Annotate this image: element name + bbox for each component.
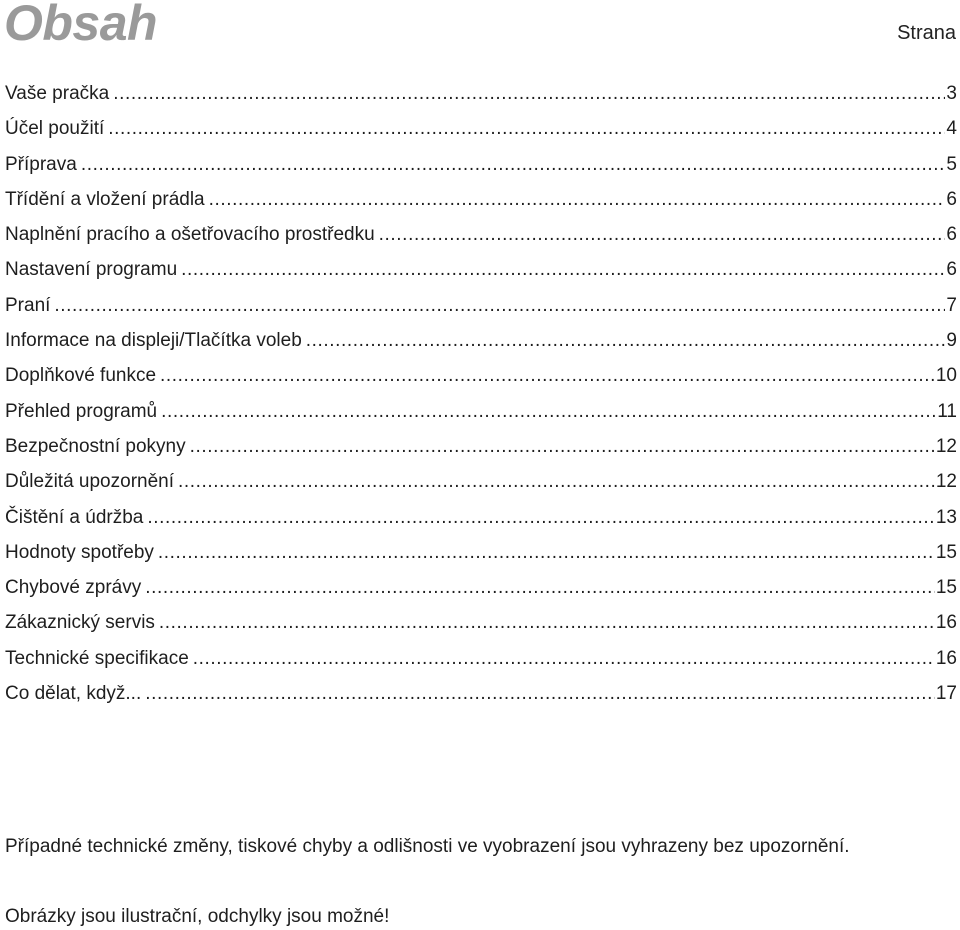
dot-leader bbox=[379, 224, 946, 246]
toc-entry-label: Chybové zprávy bbox=[5, 577, 142, 599]
toc-entry-page-number: 12 bbox=[935, 435, 957, 457]
dot-leader bbox=[113, 83, 945, 105]
toc-entry-page-number: 7 bbox=[946, 294, 957, 316]
toc-entry-label: Přehled programů bbox=[5, 400, 158, 422]
toc-entry[interactable] bbox=[5, 295, 957, 330]
toc-entry-label: Důležitá upozornění bbox=[5, 471, 174, 493]
toc-entry-label: Třídění a vložení prádla bbox=[5, 188, 205, 210]
dot-leader bbox=[209, 189, 946, 211]
dot-leader bbox=[145, 577, 935, 599]
page-column-label: Strana bbox=[897, 22, 956, 44]
toc-entry[interactable] bbox=[5, 259, 957, 294]
toc-entry[interactable] bbox=[5, 118, 957, 153]
toc-entry-label: Doplňkové funkce bbox=[5, 365, 157, 387]
toc-entry-label: Příprava bbox=[5, 153, 77, 175]
toc-entry-page-number: 16 bbox=[935, 612, 957, 634]
dot-leader bbox=[147, 507, 935, 529]
toc-entry-page-number: 4 bbox=[946, 118, 957, 140]
toc-entry-label: Co dělat, když... bbox=[5, 683, 142, 705]
dot-leader bbox=[190, 436, 935, 458]
toc-entry-page-number: 6 bbox=[946, 188, 957, 210]
toc-entry-page-number: 12 bbox=[935, 471, 957, 493]
toc-entry[interactable] bbox=[5, 471, 957, 506]
dot-leader bbox=[306, 330, 946, 352]
toc-entry-label: Čištění a údržba bbox=[5, 506, 144, 528]
dot-leader bbox=[108, 118, 945, 140]
images-disclaimer: Obrázky jsou ilustrační, odchylky jsou možné! bbox=[5, 906, 390, 927]
dot-leader bbox=[158, 542, 935, 564]
dot-leader bbox=[54, 295, 945, 317]
dot-leader bbox=[145, 683, 935, 705]
toc-entry-page-number: 5 bbox=[946, 153, 957, 175]
toc-entry[interactable] bbox=[5, 683, 957, 718]
toc-entry-page-number: 3 bbox=[946, 83, 957, 104]
toc-entry[interactable] bbox=[5, 189, 957, 224]
toc-entry[interactable] bbox=[5, 507, 957, 542]
toc-entry-page-number: 16 bbox=[935, 647, 957, 669]
toc-entry-label: Hodnoty spotřeby bbox=[5, 541, 154, 563]
table-of-contents bbox=[5, 83, 957, 718]
dot-leader bbox=[178, 471, 935, 493]
toc-entry-page-number: 15 bbox=[935, 577, 957, 599]
toc-entry-label: Účel použití bbox=[5, 118, 105, 140]
toc-entry[interactable] bbox=[5, 330, 957, 365]
toc-entry[interactable] bbox=[5, 577, 957, 612]
dot-leader bbox=[193, 648, 935, 670]
toc-entry-page-number: 11 bbox=[937, 400, 957, 422]
toc-entry[interactable] bbox=[5, 612, 957, 647]
dot-leader bbox=[161, 401, 936, 423]
changes-disclaimer: Případné technické změny, tiskové chyby a odlišnosti ve vyobrazení jsou vyhrazeny bez upozornění. bbox=[5, 836, 850, 857]
toc-entry[interactable] bbox=[5, 436, 957, 471]
toc-entry-page-number: 9 bbox=[946, 330, 957, 352]
toc-entry-label: Technické specifikace bbox=[5, 647, 189, 669]
toc-entry-label: Bezpečnostní pokyny bbox=[5, 435, 186, 457]
dot-leader bbox=[160, 365, 935, 387]
toc-entry-label: Vaše pračka bbox=[5, 83, 110, 104]
toc-entry-label: Zákaznický servis bbox=[5, 612, 155, 634]
toc-entry-page-number: 6 bbox=[946, 259, 957, 281]
toc-entry-label: Nastavení programu bbox=[5, 259, 178, 281]
toc-entry-label: Praní bbox=[5, 294, 51, 316]
toc-entry[interactable] bbox=[5, 154, 957, 189]
toc-entry-page-number: 15 bbox=[935, 541, 957, 563]
toc-entry[interactable] bbox=[5, 401, 957, 436]
dot-leader bbox=[81, 154, 946, 176]
toc-entry-label: Naplnění pracího a ošetřovacího prostředku bbox=[5, 224, 375, 246]
toc-entry-page-number: 6 bbox=[946, 224, 957, 246]
page-title: Obsah bbox=[4, 0, 158, 51]
toc-entry-page-number: 17 bbox=[935, 683, 957, 705]
toc-entry-label: Informace na displeji/Tlačítka voleb bbox=[5, 330, 302, 352]
dot-leader bbox=[159, 612, 935, 634]
toc-entry[interactable] bbox=[5, 542, 957, 577]
toc-entry-page-number: 10 bbox=[935, 365, 957, 387]
toc-entry[interactable] bbox=[5, 224, 957, 259]
toc-entry[interactable] bbox=[5, 365, 957, 400]
toc-entry-page-number: 13 bbox=[935, 506, 957, 528]
dot-leader bbox=[181, 259, 945, 281]
toc-entry[interactable] bbox=[5, 648, 957, 683]
toc-entry[interactable] bbox=[5, 83, 957, 118]
